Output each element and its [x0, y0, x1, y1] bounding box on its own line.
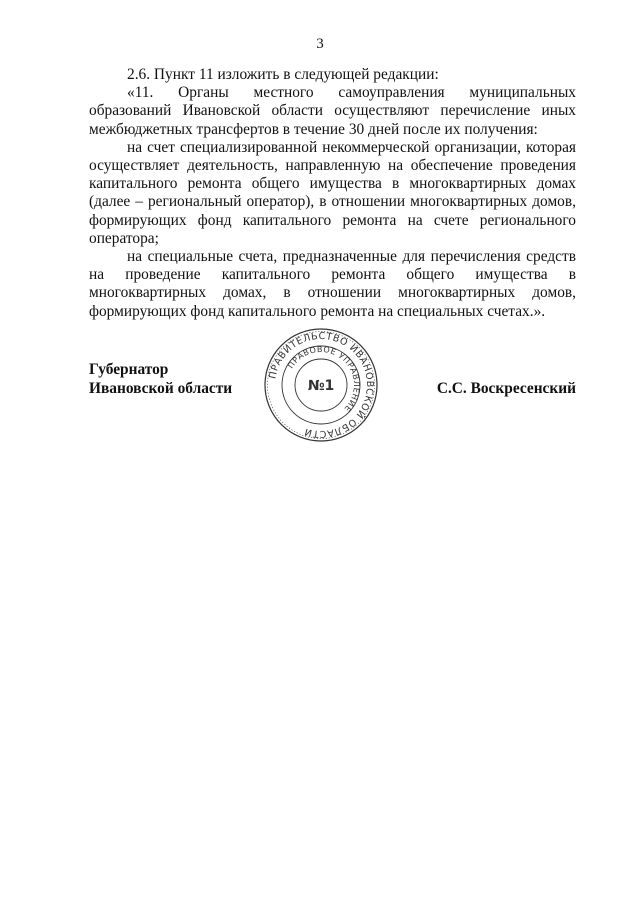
seal-outer-text: ПРАВИТЕЛЬСТВО ИВАНОВСКОЙ ОБЛАСТИ	[267, 330, 376, 440]
seal-center-text: №1	[307, 378, 335, 394]
paragraph-clause-11: «11. Органы местного самоуправления муниципальных образований Ивановской области осуществляют перечисление иных межбюджетных трансфертов в течение 30 дней после их получения:	[89, 84, 576, 138]
signatory-title-line1: Губернатор	[89, 361, 169, 378]
official-seal	[263, 327, 379, 443]
paragraph-amendment-intro: 2.6. Пункт 11 изложить в следующей редакции:	[127, 66, 439, 83]
document-body	[89, 66, 576, 321]
page-number: 3	[316, 36, 324, 52]
signatory-title-line2: Ивановской области	[89, 380, 233, 397]
paragraph-regional-operator: на счет специализированной некоммерческой организации, которая осуществляет деятельность, направленную на обеспечение проведения капитального ремонта общего имущества в многоквартирных домах (далее – региональный оператор), в отношении многоквартирных домов, формирующих фонд капитального ремонта на счете регионального оператора;	[89, 138, 576, 247]
seal-inner-text: ПРАВОВОЕ УПРАВЛЕНИЕ	[286, 344, 362, 414]
signatory-name: С.С. Воскресенский	[436, 380, 576, 397]
paragraph-special-accounts: на специальные счета, предназначенные для перечисления средств на проведение капитального ремонта общего имущества в многоквартирных домах, в отношении многоквартирных домов, формирующих фонд капитального ремонта на специальных счетах.».	[89, 248, 576, 320]
signatory-title	[89, 360, 232, 398]
seal-graphic	[263, 327, 379, 443]
